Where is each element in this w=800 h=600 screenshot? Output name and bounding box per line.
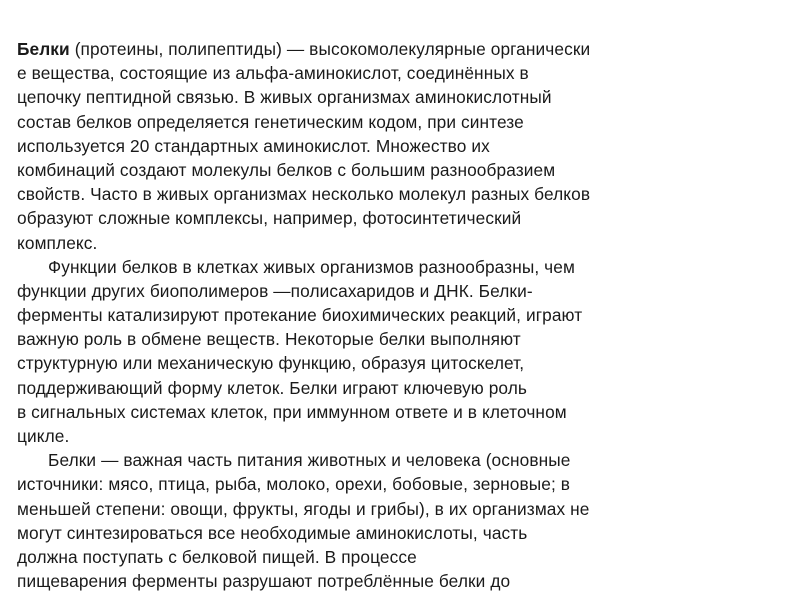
bold-term: Белки — [17, 39, 70, 59]
text-line: цепочку пептидной связью. В живых организмах аминокислотный — [17, 87, 552, 108]
text-line: Функции белков в клетках живых организмов разнообразны, чем — [48, 256, 575, 277]
text-line: пищеварения ферменты разрушают потреблённые белки до — [17, 571, 511, 592]
text-line: свойств. Часто в живых организмах несколько молекул разных белков — [17, 184, 591, 205]
text-line: состав белков определяется генетическим кодом, при синтезе — [17, 111, 524, 132]
paragraph-3 — [17, 448, 787, 593]
text-line: образуют сложные комплексы, например, фотосинтетический — [17, 208, 522, 229]
text-line: е вещества, состоящие из альфа-аминокислот, соединённых в — [17, 63, 529, 84]
document-text — [17, 37, 787, 593]
text-line: поддерживающий форму клеток. Белки играют ключевую роль — [17, 377, 528, 398]
text-line: важную роль в обмене веществ. Некоторые белки выполняют — [17, 329, 521, 350]
text-line: меньшей степени: овощи, фрукты, ягоды и грибы), в их организмах не — [17, 498, 590, 519]
text-line: цикле. — [17, 426, 70, 446]
text-line: в сигнальных системах клеток, при иммунном ответе и в клеточном — [17, 401, 567, 422]
text-line: комбинаций создают молекулы белков с большим разнообразием — [17, 159, 556, 180]
text-line: Белки — важная часть питания животных и человека (основные — [48, 450, 571, 471]
text-line: могут синтезироваться все необходимые аминокислоты, часть — [17, 522, 528, 543]
paragraph-1 — [17, 37, 787, 255]
text-line: используется 20 стандартных аминокислот. Множество их — [17, 135, 490, 156]
text-line: источники: мясо, птица, рыба, молоко, орехи, бобовые, зерновые; в — [17, 474, 571, 495]
text-line: Белки (протеины, полипептиды) — высокомолекулярные органически — [17, 39, 591, 59]
text-line: структурную или механическую функцию, образуя цитоскелет, — [17, 353, 525, 374]
text-line: комплекс. — [17, 232, 98, 253]
paragraph-2 — [17, 255, 787, 449]
text-line: должна поступать с белковой пищей. В процессе — [17, 546, 417, 567]
text-line: ферменты катализируют протекание биохимических реакций, играют — [17, 305, 583, 326]
text-line: функции других биополимеров —полисахаридов и ДНК. Белки- — [17, 280, 533, 301]
